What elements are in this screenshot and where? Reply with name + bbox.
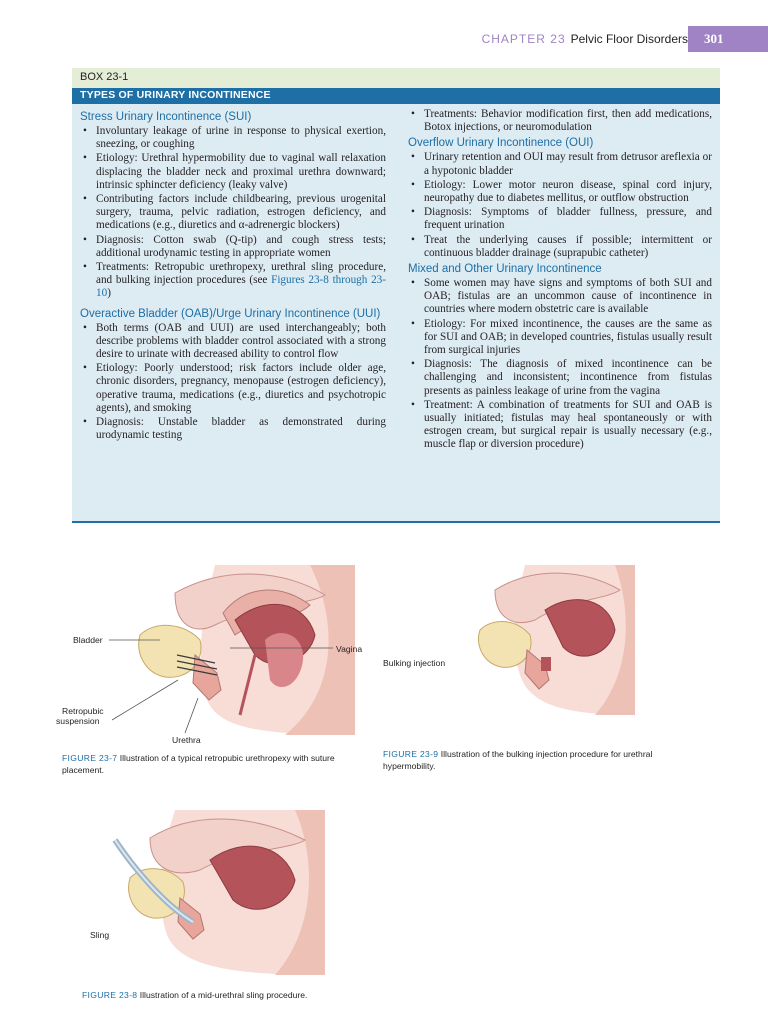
- list-item: • Etiology: Urethral hypermobility due to vaginal wall relaxation displacing the bladder neck and proximal urethra downward; intrinsic sphincter deficiency (leaky valve): [80, 152, 386, 192]
- list-item: • Treatment: A combination of treatments for SUI and OAB is usually initiated; fistulas may heal spontaneously or with estrogen cream, but surgical repair is usually necessary (e.g., muscle flap or diversion procedure): [408, 399, 712, 452]
- list-item-text-end: ): [107, 287, 111, 300]
- figure-23-7-caption-text: Illustration of a typical retropubic urethropexy with suture placement.: [62, 753, 335, 775]
- list-item-text: Treatments: Retropubic urethropexy, urethral sling procedure, and bulking injection procedures (see: [96, 261, 386, 287]
- figure-23-8-illustration: [105, 810, 325, 975]
- list-item: • Treat the underlying causes if possible; intermittent or continuous bladder drainage (suprapubic catheter): [408, 234, 712, 260]
- mid-urethral-sling-drawing: [105, 810, 325, 975]
- label-bulking-injection: Bulking injection: [383, 658, 446, 668]
- box-label: BOX 23-1: [72, 68, 720, 88]
- label-sling: Sling: [90, 930, 110, 940]
- label-vagina: Vagina: [336, 644, 363, 654]
- label-retropubic-line1: Retropubic: [62, 706, 104, 716]
- list-item: • Treatments: Behavior modification first, then add medications, Botox injections, or neuromodulation: [408, 108, 712, 134]
- list-item: • Etiology: Poorly understood; risk factors include older age, chronic disorders, pregnancy, menopause (estrogen deficiency), operative trauma, medications (e.g., diuretics and psychotropic agents), and smoking: [80, 362, 386, 415]
- list-item: • Etiology: Lower motor neuron disease, spinal cord injury, neuropathy due to diabetes mellitus, or outflow obstruction: [408, 179, 712, 205]
- list-item: • Involuntary leakage of urine in response to physical exertion, sneezing, or coughing: [80, 125, 386, 151]
- list-item: • Diagnosis: The diagnosis of mixed incontinence can be challenging and inconsistent; incontinence from fistulas presents as painless leakage of urine from the vagina: [408, 358, 712, 398]
- chapter-label: CHAPTER 23: [481, 32, 566, 46]
- figure-23-9-number: FIGURE 23-9: [383, 749, 439, 759]
- chapter-title: Pelvic Floor Disorders: [570, 32, 688, 46]
- figure-23-7-caption: [62, 753, 367, 776]
- list-item: • Etiology: For mixed incontinence, the causes are the same as for SUI and OAB; in developed countries, fistulas usually result from surgical injuries: [408, 318, 712, 358]
- list-item: • Both terms (OAB and UUI) are used interchangeably; both describe problems with bladder control associated with a strong desire to urinate with decreased ability to control flow: [80, 322, 386, 362]
- list-item: • Urinary retention and OUI may result from detrusor areflexia or a hypotonic bladder: [408, 151, 712, 177]
- page-number: 301: [688, 26, 768, 52]
- list-item: • Diagnosis: Unstable bladder as demonstrated during urodynamic testing: [80, 416, 386, 442]
- list-item: • Contributing factors include childbearing, previous urogenital surgery, trauma, pelvic radiation, estrogen deficiency, and medications (e.g., diuretics and α-adrenergic blockers): [80, 193, 386, 233]
- section-heading-oab: Overactive Bladder (OAB)/Urge Urinary Incontinence (UUI): [80, 307, 381, 320]
- label-urethra: Urethra: [172, 735, 201, 745]
- figure-23-9-caption: [383, 749, 693, 772]
- figure-23-8-caption-text: Illustration of a mid-urethral sling procedure.: [139, 990, 308, 1000]
- label-bladder: Bladder: [73, 635, 103, 645]
- box-title: TYPES OF URINARY INCONTINENCE: [72, 88, 720, 104]
- list-item: • Diagnosis: Symptoms of bladder fullness, pressure, and frequent urination: [408, 206, 712, 232]
- figure-23-7-number: FIGURE 23-7: [62, 753, 118, 763]
- list-item: • Diagnosis: Cotton swab (Q-tip) and cough stress tests; additional urodynamic testing in appropriate women: [80, 234, 386, 260]
- section-heading-mixed: Mixed and Other Urinary Incontinence: [408, 263, 602, 276]
- figure-cross-reference-link[interactable]: Figures 23-8 through 23-10: [96, 274, 386, 300]
- figure-23-8-caption: [82, 990, 402, 1002]
- list-item: • Some women may have signs and symptoms of both SUI and OAB; fistulas are an uncommon cause of incontinence in countries where modern obstetric care is available: [408, 277, 712, 317]
- label-retropubic-line2: suspension: [56, 716, 100, 726]
- figure-23-9-caption-text: Illustration of the bulking injection procedure for urethral hypermobility.: [383, 749, 653, 771]
- bulking-injection-drawing: [455, 565, 635, 715]
- figure-23-9-illustration: [455, 565, 635, 715]
- section-heading-oui: Overflow Urinary Incontinence (OUI): [408, 137, 594, 150]
- figure-23-8-number: FIGURE 23-8: [82, 990, 138, 1000]
- section-heading-sui: Stress Urinary Incontinence (SUI): [80, 111, 252, 123]
